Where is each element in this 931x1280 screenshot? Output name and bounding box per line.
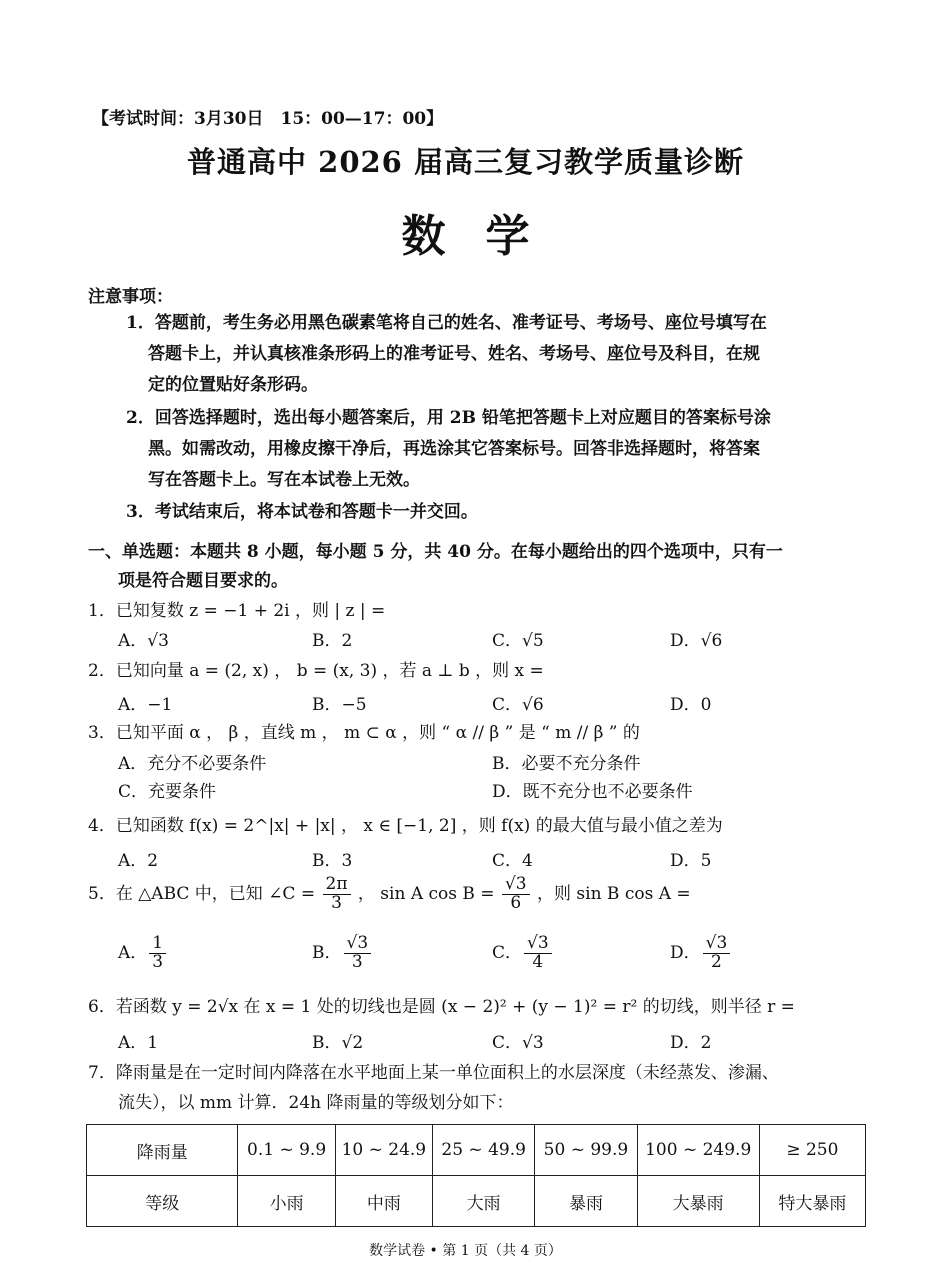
table-cell: 小雨 [238,1176,335,1227]
q5-option-a-fraction [149,935,166,972]
q3-option-c: C．充要条件 [118,782,217,802]
q2-option-d: D．0 [670,695,712,715]
q2-option-a: A．−1 [118,695,173,715]
question-1-stem: 1．已知复数 z = −1 + 2i ，则 | z | = [88,601,386,621]
rainfall-grade-table [86,1124,866,1227]
q5-a-num: 1 [149,935,166,954]
q5-option-d-fraction [703,935,731,972]
notice-line: 1．答题前，考生务必用黑色碳素笔将自己的姓名、准考证号、考场号、座位号填写在 [126,313,767,333]
q5-option-b-fraction [344,935,372,972]
q3-option-d: D．既不充分也不必要条件 [492,782,693,802]
q1-option-a: A．√3 [118,631,169,651]
angle-c-num: 2π [323,876,351,895]
q2-option-c: C．√6 [492,695,544,715]
notice-line: 答题卡上，并认真核准条形码上的准考证号、姓名、考场号、座位号及科目，在规 [148,344,760,364]
q5-option-c-fraction [524,935,552,972]
sin-cos-fraction [502,876,530,913]
exam-time: 【考试时间：3月30日 15：00—17：00】 [92,109,444,129]
q5-d-den: 2 [711,951,722,972]
q2-option-b: B．−5 [312,695,367,715]
q4-option-d: D．5 [670,851,712,871]
q5-option-d-label: D． [670,942,701,963]
q1-option-c: C．√5 [492,631,544,651]
q4-option-a: A．2 [118,851,159,871]
table-cell: 大雨 [433,1176,535,1227]
table-cell: 降雨量 [87,1125,238,1176]
table-cell: 50 ~ 99.9 [535,1125,637,1176]
q6-option-c: C．√3 [492,1033,544,1053]
sin-cos-num: √3 [502,876,530,895]
q6-option-b: B．√2 [312,1033,364,1053]
notice-line: 黑。如需改动，用橡皮擦干净后，再选涂其它答案标号。回答非选择题时，将答案 [148,439,760,459]
table-cell: 等级 [87,1176,238,1227]
notice-line: 3．考试结束后，将本试卷和答题卡一并交回。 [126,502,478,522]
table-cell: 中雨 [335,1176,432,1227]
subject-title: 数学 [401,211,570,262]
table-cell: 特大暴雨 [759,1176,865,1227]
exam-title: 普通高中 2026 届高三复习教学质量诊断 [187,145,744,179]
table-cell: 100 ~ 249.9 [637,1125,759,1176]
question-7-stem-cont: 流失），以 mm 计算．24h 降雨量的等级划分如下： [118,1093,514,1113]
question-2-stem: 2．已知向量 a = (2, x) ， b = (x, 3) ，若 a ⊥ b ，则 x = [88,661,544,681]
notice-line: 写在答题卡上。写在本试卷上无效。 [148,470,420,490]
q5-option-b [312,935,373,972]
q5-a-den: 3 [152,951,164,972]
question-4-stem: 4．已知函数 f(x) = 2^|x| + |x| ， x ∈ [−1, 2] ，则 f(x) 的最大值与最小值之差为 [88,816,723,836]
table-cell: 10 ~ 24.9 [335,1125,432,1176]
q5-d-num: √3 [703,935,731,954]
table-cell: 暴雨 [535,1176,637,1227]
question-3-stem: 3．已知平面 α ， β ，直线 m ， m ⊂ α ，则 “ α // β ” 是 “ m // β ” 的 [88,723,640,743]
q4-option-b: B．3 [312,851,353,871]
q5-stem-mid: ， sin A cos B = [357,883,495,904]
angle-c-fraction [323,876,351,913]
notice-heading: 注意事项： [88,287,173,307]
q4-option-c: C．4 [492,851,533,871]
q5-c-den: 4 [532,951,544,972]
q5-option-a-label: A． [118,942,148,963]
q5-option-c-label: C． [492,942,523,963]
section-heading-cont: 项是符合题目要求的。 [118,571,288,591]
page-footer: 数学试卷 • 第 1 页（共 4 页） [369,1243,562,1259]
q3-option-b: B．必要不充分条件 [492,754,641,774]
q6-option-a: A．1 [118,1033,159,1053]
sin-cos-den: 6 [510,892,522,913]
table-cell: 大暴雨 [637,1176,759,1227]
table-cell: ≥ 250 [759,1125,865,1176]
question-5-stem [88,876,691,913]
q1-option-d: D．√6 [670,631,723,651]
question-7-stem: 7．降雨量是在一定时间内降落在水平地面上某一单位面积上的水层深度（未经蒸发、渗漏、 [88,1063,779,1083]
angle-c-den: 3 [331,892,342,913]
q3-option-a: A．充分不必要条件 [118,754,267,774]
table-row [87,1125,866,1176]
table-cell: 25 ~ 49.9 [433,1125,535,1176]
notice-line: 定的位置贴好条形码。 [148,375,318,395]
q5-stem-post: ，则 sin B cos A = [537,883,691,904]
q5-option-a [118,935,168,972]
q5-stem-pre: 5．在 △ABC 中，已知 ∠C = [88,883,316,904]
q5-b-num: √3 [344,935,372,954]
q1-option-b: B．2 [312,631,353,651]
table-cell: 0.1 ~ 9.9 [238,1125,335,1176]
section-heading: 一、单选题：本题共 8 小题，每小题 5 分，共 40 分。在每小题给出的四个选项中，只有一 [88,542,783,562]
q5-b-den: 3 [351,951,363,972]
q5-option-c [492,935,554,972]
q5-option-d [670,935,732,972]
question-6-stem: 6．若函数 y = 2√x 在 x = 1 处的切线也是圆 (x − 2)² + (y − 1)² = r² 的切线，则半径 r = [88,997,795,1017]
table-row [87,1176,866,1227]
notice-line: 2．回答选择题时，选出每小题答案后，用 2B 铅笔把答题卡上对应题目的答案标号涂 [126,408,771,428]
q5-option-b-label: B． [312,942,342,963]
q5-c-num: √3 [524,935,552,954]
q6-option-d: D．2 [670,1033,712,1053]
